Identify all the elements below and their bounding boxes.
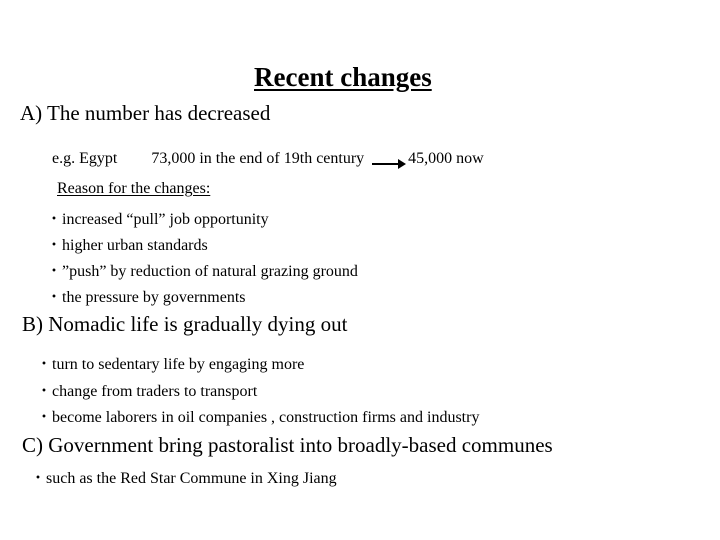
example-before: 73,000 in the end of 19th century (151, 150, 365, 167)
list-item: ・change from traders to transport (36, 383, 258, 400)
example-row (52, 150, 484, 168)
list-item: ・”push” by reduction of natural grazing ground (46, 263, 358, 280)
reason-heading: Reason for the changes: (57, 180, 211, 197)
list-item: ・higher urban standards (46, 237, 208, 254)
section-c-heading: C) Government bring pastoralist into broadly-based communes (22, 433, 553, 457)
page-title-wrap (254, 62, 432, 93)
list-item: ・become laborers in oil companies , construction firms and industry (36, 409, 480, 426)
page-title: Recent changes (254, 62, 432, 92)
section-a-heading: A) The number has decreased (20, 101, 271, 125)
right-arrow-icon (372, 158, 406, 160)
list-item: ・the pressure by governments (46, 289, 246, 306)
list-item: ・such as the Red Star Commune in Xing Jiang (30, 470, 337, 487)
example-label: e.g. Egypt (52, 150, 118, 167)
list-item: ・turn to sedentary life by engaging more (36, 356, 305, 373)
list-item: ・increased “pull” job opportunity (46, 211, 269, 228)
section-b-heading: B) Nomadic life is gradually dying out (22, 312, 348, 336)
example-after: 45,000 now (408, 150, 484, 167)
